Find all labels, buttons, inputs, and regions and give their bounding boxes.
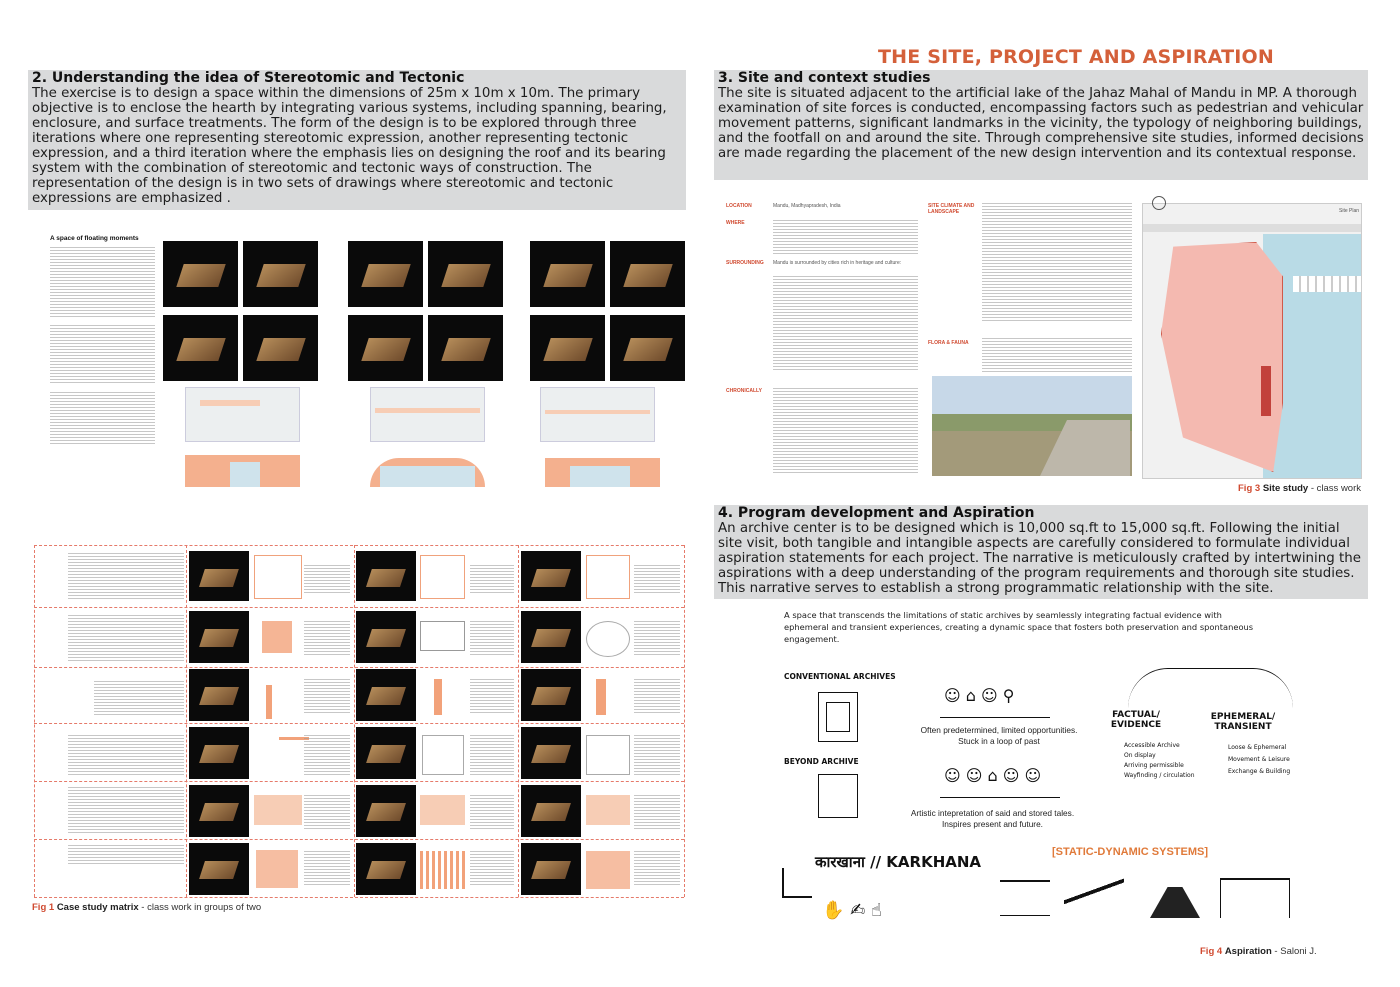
climate-label: SITE CLIMATE AND LANDSCAPE xyxy=(928,203,975,215)
structure-sketch-2 xyxy=(1064,874,1124,918)
section-window xyxy=(570,466,630,487)
ephemeral-item-2: Movement & Leisure xyxy=(1228,756,1290,763)
location-value: Mandu, Madhyapradesh, India xyxy=(773,203,841,209)
section-2-body: The exercise is to design a space within the dimensions of 25m x 10m x 10m. The primary objective is to enclose the hearth by integrating various systems, including spanning, bearing, enclosure, and surface treatments. The form of the design is to be explored through three iterations where one representing stereotomic expression, another representing tectonic expression, and a third iteration where the emphasis lies on designing the roof and its bearing system with the combination of stereotomic and tectonic ways of construction. The representation of the design is in two sets of drawings where stereotomic and tectonic expressions are emphasized . xyxy=(32,86,667,206)
conventional-text: Often predetermined, limited opportunities. Stuck in a loop of past xyxy=(920,725,1078,746)
site-plan xyxy=(1142,203,1362,479)
fig-3-note: - class work xyxy=(1308,483,1362,494)
flora-label: FLORA & FAUNA xyxy=(928,340,969,346)
floating-moments-text-3 xyxy=(50,392,155,444)
road xyxy=(1143,224,1362,232)
where-text xyxy=(773,220,918,254)
floating-moments-title: A space of floating moments xyxy=(50,235,139,242)
plan-detail xyxy=(545,410,650,414)
structure-sketch-4 xyxy=(1220,878,1290,918)
surrounding-value: Mandu is surrounded by cities rich in heritage and culture: xyxy=(773,260,902,266)
case-study-matrix xyxy=(34,545,684,897)
model-render xyxy=(348,315,423,381)
where-label: WHERE xyxy=(726,220,745,226)
plan-detail xyxy=(200,400,260,406)
structure-sketch-1 xyxy=(1000,880,1050,916)
floating-moments-text-2 xyxy=(50,325,155,385)
model-render xyxy=(530,241,605,307)
fig-3-number: Fig 3 xyxy=(1238,483,1261,494)
ephemeral-item-3: Exchange & Building xyxy=(1228,768,1291,775)
section-4-body: An archive center is to be designed which is 10,000 sq.ft to 15,000 sq.ft. Following the initial site visit, both tangible and intangible aspects are carefully considered to formulate individual aspiration statements for each project. The narrative is meticulously crafted by intertwining the aspirations with a deep understanding of the program requirements and thorough site studies. This narrative serves to establish a strong programmatic relationship with the site. xyxy=(718,521,1361,596)
model-render xyxy=(610,241,685,307)
people-sketch-figures: ☺ ⌂ ☺ ⚲ xyxy=(944,686,1015,705)
model-render xyxy=(530,315,605,381)
fig-3-title: Site study xyxy=(1262,483,1309,494)
chronically-text xyxy=(773,388,918,474)
factual-item-3: Arriving permissible xyxy=(1124,762,1184,769)
structure-sketch-3 xyxy=(1150,874,1200,918)
fig-1-title: Case study matrix xyxy=(56,902,139,913)
factual-item-4: Wayfinding / circulation xyxy=(1124,772,1195,779)
surrounding-cities xyxy=(773,276,918,372)
model-render xyxy=(428,315,503,381)
fig-4-note: - Saloni J. xyxy=(1271,946,1317,957)
fig-4-caption xyxy=(1200,946,1317,957)
beyond-text: Artistic intepretation of said and stored tales. Inspires present and future. xyxy=(910,808,1075,829)
page-title: THE SITE, PROJECT AND ASPIRATION xyxy=(878,46,1274,68)
site-plan-label: Site Plan xyxy=(1339,208,1360,214)
section-window xyxy=(380,466,475,487)
ephemeral-item-1: Loose & Ephemeral xyxy=(1228,744,1287,751)
model-render xyxy=(348,241,423,307)
building-strip xyxy=(1293,276,1362,292)
plan-drawing xyxy=(540,387,655,442)
branch-arrows xyxy=(1128,668,1293,708)
plan-drawing xyxy=(370,387,485,442)
people-sketch-figures: ☺ ☺ ⌂ ☺ ☺ xyxy=(944,766,1042,785)
static-dynamic-title: [STATIC-DYNAMIC SYSTEMS] xyxy=(1052,846,1209,858)
model-render xyxy=(428,241,503,307)
section-window xyxy=(230,462,260,487)
fig-1-number: Fig 1 xyxy=(32,902,55,913)
gathering-sketch xyxy=(818,774,858,818)
karkhana-title: कारखाना // KARKHANA xyxy=(815,853,982,871)
fig-4-number: Fig 4 xyxy=(1200,946,1223,957)
model-render xyxy=(243,241,318,307)
section-3-body: The site is situated adjacent to the artificial lake of the Jahaz Mahal of Mandu in MP. A thorough examination of site forces is conducted, encompassing factors such as pedestrian and vehicular movement patterns, significant landmarks in the vicinity, the typology of neighboring buildings, and the footfall on and around the site. Through comprehensive site studies, informed decisions are made regarding the placement of the new design intervention and its contextual response. xyxy=(718,86,1364,161)
floating-moments-text-1 xyxy=(50,247,155,317)
fig-3-caption xyxy=(1238,483,1361,494)
climate-text xyxy=(982,203,1132,323)
fig-1-note: - class work in groups of two xyxy=(138,902,262,913)
chronically-label: CHRONICALLY xyxy=(726,388,762,394)
model-render xyxy=(243,315,318,381)
factual-item-2: On display xyxy=(1124,752,1156,759)
section-4-title: 4. Program development and Aspiration xyxy=(718,505,1035,521)
fig-4-title: Aspiration xyxy=(1224,946,1272,957)
section-2-title: 2. Understanding the idea of Stereotomic and Tectonic xyxy=(32,70,465,86)
north-arrow-icon xyxy=(1152,196,1166,210)
plan-detail xyxy=(375,408,480,413)
surrounding-label: SURROUNDING xyxy=(726,260,764,266)
corridor-perspective xyxy=(826,702,850,732)
karkhana-hands-sketch: ✋ ✍ ☝ xyxy=(822,900,882,921)
aspiration-statement: A space that transcends the limitations of static archives by seamlessly integrating factual evidence with ephemeral and transient experiences, creating a dynamic space that fosters both preservation and spontaneous engagement. xyxy=(784,610,1254,644)
model-render xyxy=(163,241,238,307)
karkhana-arrow xyxy=(782,868,812,898)
section-3-title: 3. Site and context studies xyxy=(718,70,931,86)
model-render xyxy=(610,315,685,381)
model-render xyxy=(163,315,238,381)
fig-1-caption xyxy=(32,902,261,913)
plan-drawing xyxy=(185,387,300,442)
beyond-archive-label: BEYOND ARCHIVE xyxy=(784,757,859,766)
location-label: LOCATION xyxy=(726,203,752,209)
conventional-archives-label: CONVENTIONAL ARCHIVES xyxy=(784,672,896,681)
flora-text xyxy=(982,338,1132,372)
factual-evidence-label: FACTUAL/ EVIDENCE xyxy=(1110,710,1162,730)
ephemeral-transient-label: EPHEMERAL/ TRANSIENT xyxy=(1210,712,1276,732)
factual-item-1: Accessible Archive xyxy=(1124,742,1180,749)
landmark xyxy=(1261,366,1271,416)
site-boundary xyxy=(1161,242,1283,472)
